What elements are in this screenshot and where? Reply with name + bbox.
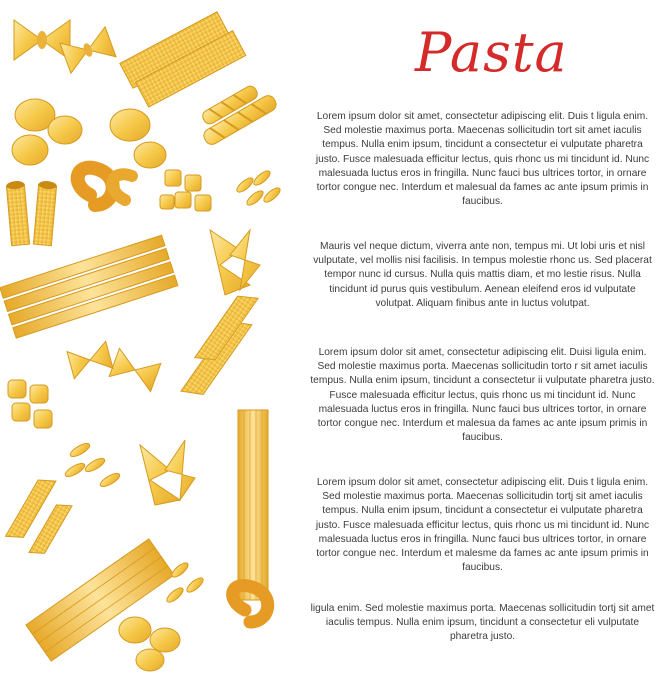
rigatoni-icon [6, 180, 57, 245]
body-paragraph: Lorem ipsum dolor sit amet, consectetur adipiscing elit. Duis t ligula enim. Sed molestie maximus porta. Maecenas sollicitudin tort sit amet iaculis tempus. Nulla enim ipsum, tincidunt a consectetur ei vulputate pharetra justo. Fusce malesuada efficitur lectus, quis rhonc us mi tincidunt id. Nunc malesuada luctus eros in fringilla. Nunc fauci bus ultrices tortor, in ornare tortor congue nec. Interdum et malesual da fames ac ante ipsum primis in faucibus. [315, 111, 650, 208]
lumache-icon [78, 168, 132, 205]
orecchiette-icon [119, 617, 180, 671]
tagliatelle-icon [0, 235, 178, 338]
body-paragraph: Mauris vel neque dictum, viverra ante non, tempus mi. Ut lobi uris et nisl vulputate, vel mollis nisi facilisis. In tempus molestie rhonc us. Sed placerat tempor nunc id cursus. Nulla quis mattis diam, et mo lestie risus. Nulla tincidunt id purus quis vestibulum. Aenean eleifend eros id vulputate volutpat. Aliquam finibus ante in luctus volutpat. [313, 241, 652, 309]
body-paragraph: ligula enim. Sed molestie maximus porta. Maecenas sollicitudin tortj sit amet iaculis tempus. Nulla enim ipsum, tincidunt a consectetur eli vulputate pharetra justo. [310, 603, 655, 643]
ditalini-icon [160, 170, 211, 211]
orzo-icon [165, 561, 205, 605]
spaghetti-icon [238, 410, 268, 600]
campanelle-icon [140, 440, 195, 505]
orzo-icon [235, 169, 282, 208]
body-paragraph: Lorem ipsum dolor sit amet, consectetur adipiscing elit. Duisi ligula enim. Sed molestie maximus porta. Maecenas sollicitudin torto r sit amet iaculis tempus. Nulla enim ipsum, tincidunt a consectetur ii vulputate pharetra justo. Fusce malesuada efficitur lectus, quis rhonc us mi tincidunt id. Nunc malesuada luctus eros in fringilla. Nunc fauci bus ultrices tortor, in ornare tortor congue nec. Interdum et malesua da fames ac ante ipsum primis in faucibus. [310, 347, 655, 444]
farfalle-icon [67, 341, 113, 378]
campanelle-icon [210, 230, 260, 295]
lasagna-sheet-icon [120, 9, 246, 109]
conchiglie-icon [12, 99, 166, 168]
farfalle-icon [14, 20, 70, 60]
pasta-illustrations [0, 0, 300, 680]
lumache-icon [233, 585, 268, 622]
ditalini-icon [8, 380, 52, 428]
body-paragraph: Lorem ipsum dolor sit amet, consectetur adipiscing elit. Duis t ligula enim. Sed molestie maximus porta. Maecenas sollicitudin tortj sit amet iaculis tempus. Nulla enim ipsum, tincidunt a consectetur ei vulputate pharetra justo. Fusce malesuada efficitur lectus, quis rhonc us mi tincidunt id. Nunc malesuada luctus eros in fringilla. Nunc fauci bus ultrices tortor, in ornare tortor congue nec. Interdum et malesme da fames ac ante ipsum primis in faucibus. [315, 477, 650, 574]
page-title: Pasta [415, 21, 568, 84]
orzo-icon [63, 441, 121, 489]
farfalle-icon [109, 348, 161, 391]
